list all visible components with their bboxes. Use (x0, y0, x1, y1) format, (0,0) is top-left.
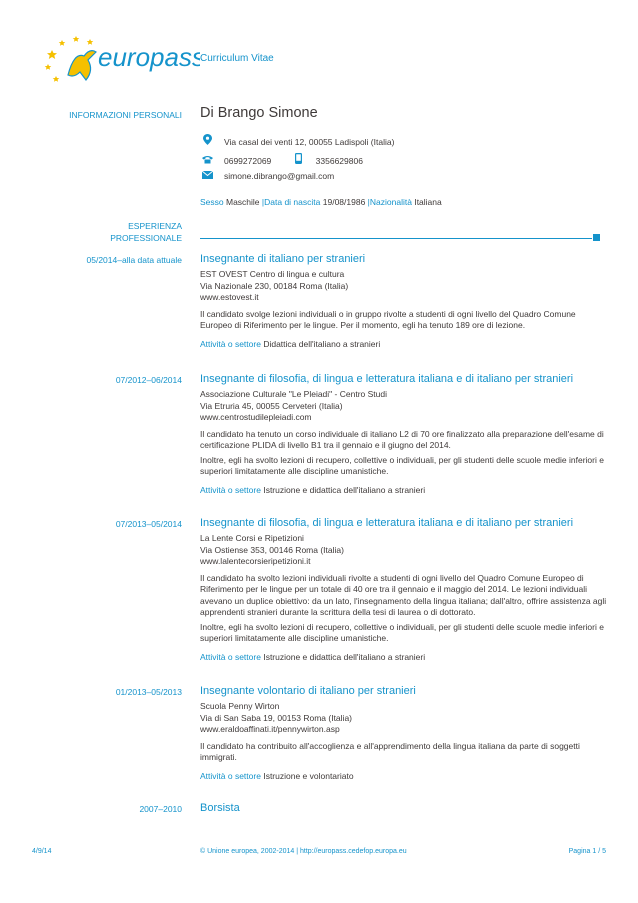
job-website[interactable]: www.lalentecorsieripetizioni.it (200, 556, 311, 566)
job-details (200, 389, 610, 496)
experience-section-label (38, 220, 182, 244)
address-text: Via casal dei venti 12, 00055 Ladispoli (Italia) (224, 137, 395, 147)
map-marker-icon (200, 134, 214, 147)
experience-label-line1: ESPERIENZA (128, 221, 182, 231)
document-title: Curriculum Vitae (200, 53, 274, 64)
separator: | (261, 197, 265, 207)
europass-logo (40, 30, 200, 90)
experience-label-line2: PROFESSIONALE (110, 233, 182, 243)
sector-value: Istruzione e didattica dell'italiano a stranieri (263, 651, 426, 662)
mobile-icon (292, 153, 306, 166)
sector-label: Attività o settore (200, 651, 261, 662)
sector-label: Attività o settore (200, 484, 261, 495)
job-date: 2007–2010 (139, 804, 182, 814)
job-address: Via Nazionale 230, 00184 Roma (Italia) (200, 280, 349, 291)
job-employer: Associazione Culturale "Le Pleiadi" - Centro Studi (200, 389, 387, 399)
job-date: 07/2012–06/2014 (115, 375, 182, 385)
sector-label: Attività o settore (200, 338, 261, 349)
job-description: Il candidato ha svolto lezioni individuali rivolte a studenti di ogni livello del Quadro Comune Europeo di Riferimento per le lingue per un totale di 40 ore tra il gennaio e il maggio del 2014. Le lezioni individuali avevano un duplice obiettivo: da un lato, l'insegnamento della lingua italiana; dall'altro, offrire assistenza agli apprendenti stranieri durante la scrittura della tesi di laurea o di dottorato. (200, 572, 607, 617)
nationality-value: Italiana (414, 197, 442, 207)
logo-text: europass (98, 42, 200, 72)
sex-label: Sesso (200, 197, 224, 207)
mobile-text[interactable]: 3356629806 (315, 156, 363, 166)
job-sector (200, 652, 610, 664)
job-employer: La Lente Corsi e Ripetizioni (200, 533, 304, 543)
job-address: Via Etruria 45, 00055 Cerveteri (Italia) (200, 400, 343, 411)
job-website[interactable]: www.estovest.it (200, 292, 259, 302)
job-sector (200, 339, 610, 351)
job-employer: EST OVEST Centro di lingua e cultura (200, 269, 345, 279)
sector-value: Didattica dell'italiano a stranieri (263, 338, 381, 349)
nationality-label: Nazionalità (369, 197, 412, 207)
email-row (200, 171, 334, 181)
job-title: Borsista (200, 802, 240, 814)
sex-value: Maschile (226, 197, 260, 207)
personal-info-label: INFORMAZIONI PERSONALI (69, 110, 182, 120)
job-title: Insegnante di filosofia, di lingua e letteratura italiana e di italiano per stranieri (200, 373, 574, 385)
job-sector (200, 771, 610, 783)
sector-value: Istruzione e volontariato (263, 770, 354, 781)
job-description: Il candidato ha tenuto un corso individuale di italiano L2 di 70 ore finalizzato alla preparazione dell'esame di certificazione PLIDA di livello B1 tra il gennaio e il giugno del 2014. (200, 428, 604, 450)
job-date: 07/2013–05/2014 (115, 519, 182, 529)
footer-date: 4/9/14 (32, 848, 52, 855)
sector-label: Attività o settore (200, 770, 261, 781)
phone-text[interactable]: 0699272069 (224, 156, 272, 166)
job-details (200, 269, 610, 350)
job-description: Il candidato svolge lezioni individuali o in gruppo rivolte a studenti di ogni livello del Quadro Comune Europeo di Riferimento per le lingue. Per il momento, egli ha tenuto 189 ore di lezione. (200, 308, 576, 330)
separator: | (367, 197, 370, 207)
sector-value: Istruzione e didattica dell'italiano a stranieri (263, 484, 426, 495)
job-date: 05/2014–alla data attuale (86, 255, 182, 265)
address-row (200, 134, 394, 147)
envelope-icon (200, 171, 214, 181)
job-address: Via di San Saba 19, 00153 Roma (Italia) (200, 712, 352, 723)
job-title: Insegnante di filosofia, di lingua e letteratura italiana e di italiano per stranieri (200, 517, 574, 529)
dob-label: Data di nascita (264, 197, 321, 207)
footer-page-number: Pagina 1 / 5 (568, 848, 606, 855)
phone-icon (200, 155, 214, 166)
job-date: 01/2013–05/2013 (115, 687, 182, 697)
job-website[interactable]: www.centrostudilepleiadi.com (200, 412, 312, 422)
section-divider (200, 238, 592, 239)
job-address: Via Ostiense 353, 00146 Roma (Italia) (200, 544, 344, 555)
job-title: Insegnante di italiano per stranieri (200, 253, 366, 265)
job-description-2: Inoltre, egli ha svolto lezioni di recupero, collettive o individuali, per gli studenti delle scuole medie inferiori e superiori limitatamente alle discipline umanistiche. (200, 454, 604, 476)
job-description-2: Inoltre, egli ha svolto lezioni di recupero, collettive o individuali, per gli studenti delle scuole medie inferiori e superiori limitatamente alle discipline umanistiche. (200, 621, 604, 643)
job-title: Insegnante volontario di italiano per stranieri (200, 685, 416, 697)
job-website[interactable]: www.eraldoaffinati.it/pennywirton.asp (200, 724, 340, 734)
candidate-name: Di Brango Simone (200, 105, 318, 121)
dob-value: 19/08/1986 (322, 197, 366, 207)
job-sector (200, 485, 610, 497)
job-description: Il candidato ha contribuito all'accoglienza e all'apprendimento della lingua italiana da parte di soggetti immigrati. (200, 740, 580, 762)
job-details (200, 533, 610, 663)
section-marker (593, 234, 600, 241)
job-employer: Scuola Penny Wirton (200, 701, 280, 711)
footer-copyright[interactable]: © Unione europea, 2002-2014 | http://europass.cedefop.europa.eu (200, 848, 407, 855)
personal-details (200, 197, 600, 207)
email-text[interactable]: simone.dibrango@gmail.com (224, 171, 335, 181)
job-details (200, 701, 610, 782)
phone-row (200, 153, 363, 166)
